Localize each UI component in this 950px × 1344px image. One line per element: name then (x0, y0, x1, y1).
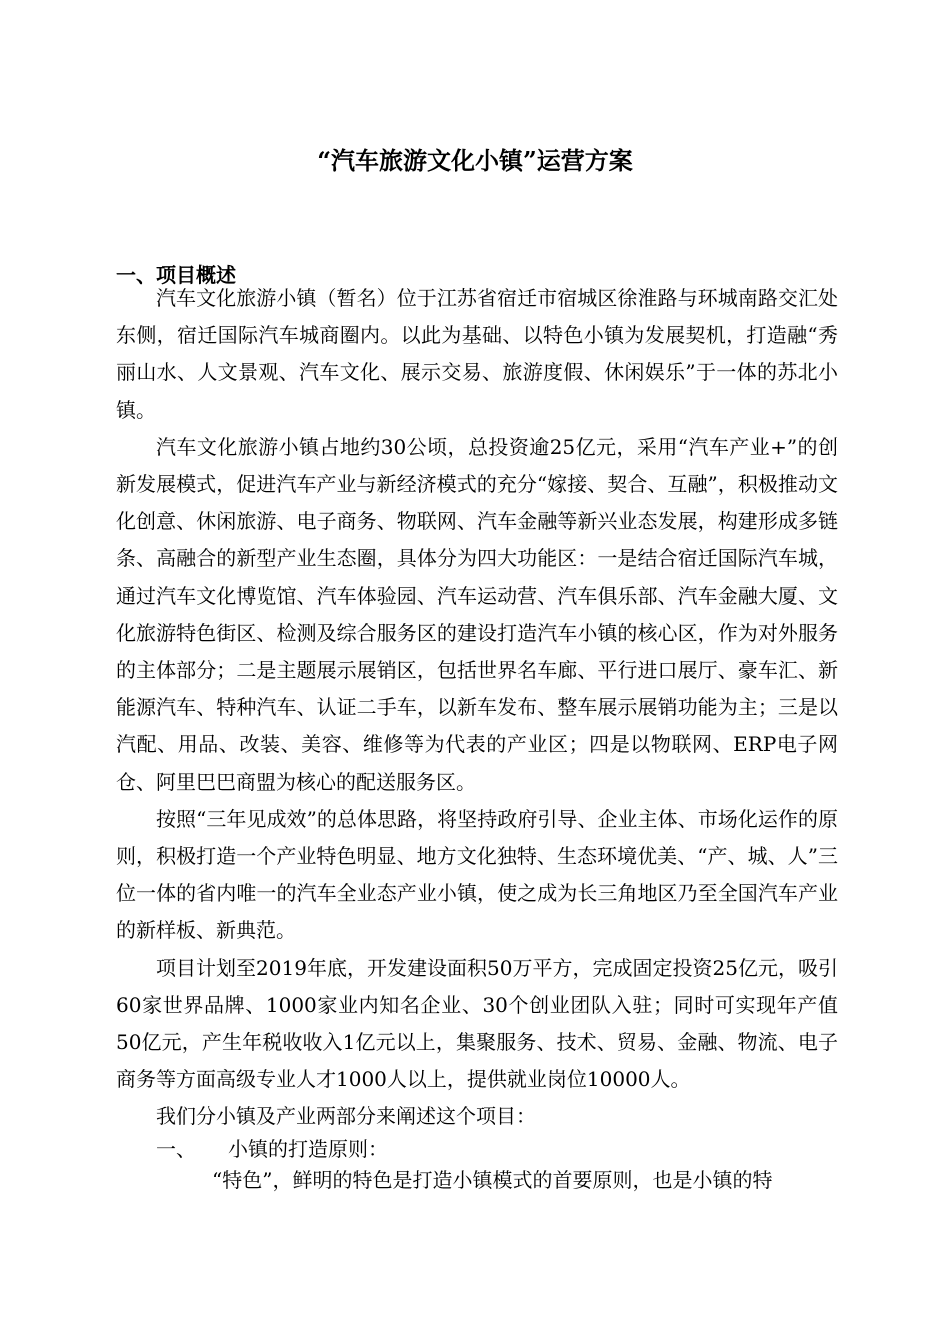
subsection-number: 一、 (156, 1136, 196, 1161)
paragraph-feature-principle: “特色”，鲜明的特色是打造小镇模式的首要原则，也是小镇的特 (212, 1167, 773, 1192)
subsection-heading-principles (116, 1136, 838, 1162)
paragraph-intro-parts: 我们分小镇及产业两部分来阐述这个项目： (156, 1104, 536, 1129)
paragraph-function-zones: 汽车文化旅游小镇占地约30公顷，总投资逾25亿元，采用“汽车产业+”的创新发展模式，促进汽车产业与新经济模式的充分“嫁接、契合、互融”，积极推动文化创意、休闲旅游、电子商务、物联网、汽车金融等新兴业态发展，构建形成多链条、高融合的新型产业生态圈，具体分为四大功能区：一是结合宿迁国际汽车城，通过汽车文化博览馆、汽车体验园、汽车运动营、汽车俱乐部、汽车金融大厦、文化旅游特色街区、检测及综合服务区的建设打造汽车小镇的核心区，作为对外服务的主体部分；二是主题展示展销区，包括世界名车廊、平行进口展厅、豪车汇、新能源汽车、特种汽车、认证二手车，以新车发布、整车展示展销功能为主；三是以汽配、用品、改装、美容、维修等为代表的产业区；四是以物联网、ERP电子网仓、阿里巴巴商盟为核心的配送服务区。 (116, 434, 838, 794)
paragraph-strategy: 按照“三年见成效”的总体思路，将坚持政府引导、企业主体、市场化运作的原则，积极打造一个产业特色明显、地方文化独特、生态环境优美、“产、城、人”三位一体的省内唯一的汽车全业态产业小镇，使之成为长三角地区乃至全国汽车产业的新样板、新典范。 (116, 806, 838, 943)
paragraph-plan-targets: 项目计划至2019年底，开发建设面积50万平方，完成固定投资25亿元，吸引60家世界品牌、1000家业内知名企业、30个创业团队入驻；同时可实现年产值50亿元，产生年税收收入1亿元以上，集聚服务、技术、贸易、金融、物流、电子商务等方面高级专业人才1000人以上，提供就业岗位10000人。 (116, 955, 838, 1092)
document-body (116, 280, 838, 1199)
section-heading-overview: 一、项目概述 (116, 263, 236, 287)
paragraph-location: 汽车文化旅游小镇（暂名）位于江苏省宿迁市宿城区徐淮路与环城南路交汇处东侧，宿迁国际汽车城商圈内。以此为基础、以特色小镇为发展契机，打造融“秀丽山水、人文景观、汽车文化、展示交易、旅游度假、休闲娱乐”于一体的苏北小镇。 (116, 286, 838, 422)
document-title: “汽车旅游文化小镇”运营方案 (317, 146, 633, 175)
subsection-title: 小镇的打造原则： (228, 1136, 388, 1161)
